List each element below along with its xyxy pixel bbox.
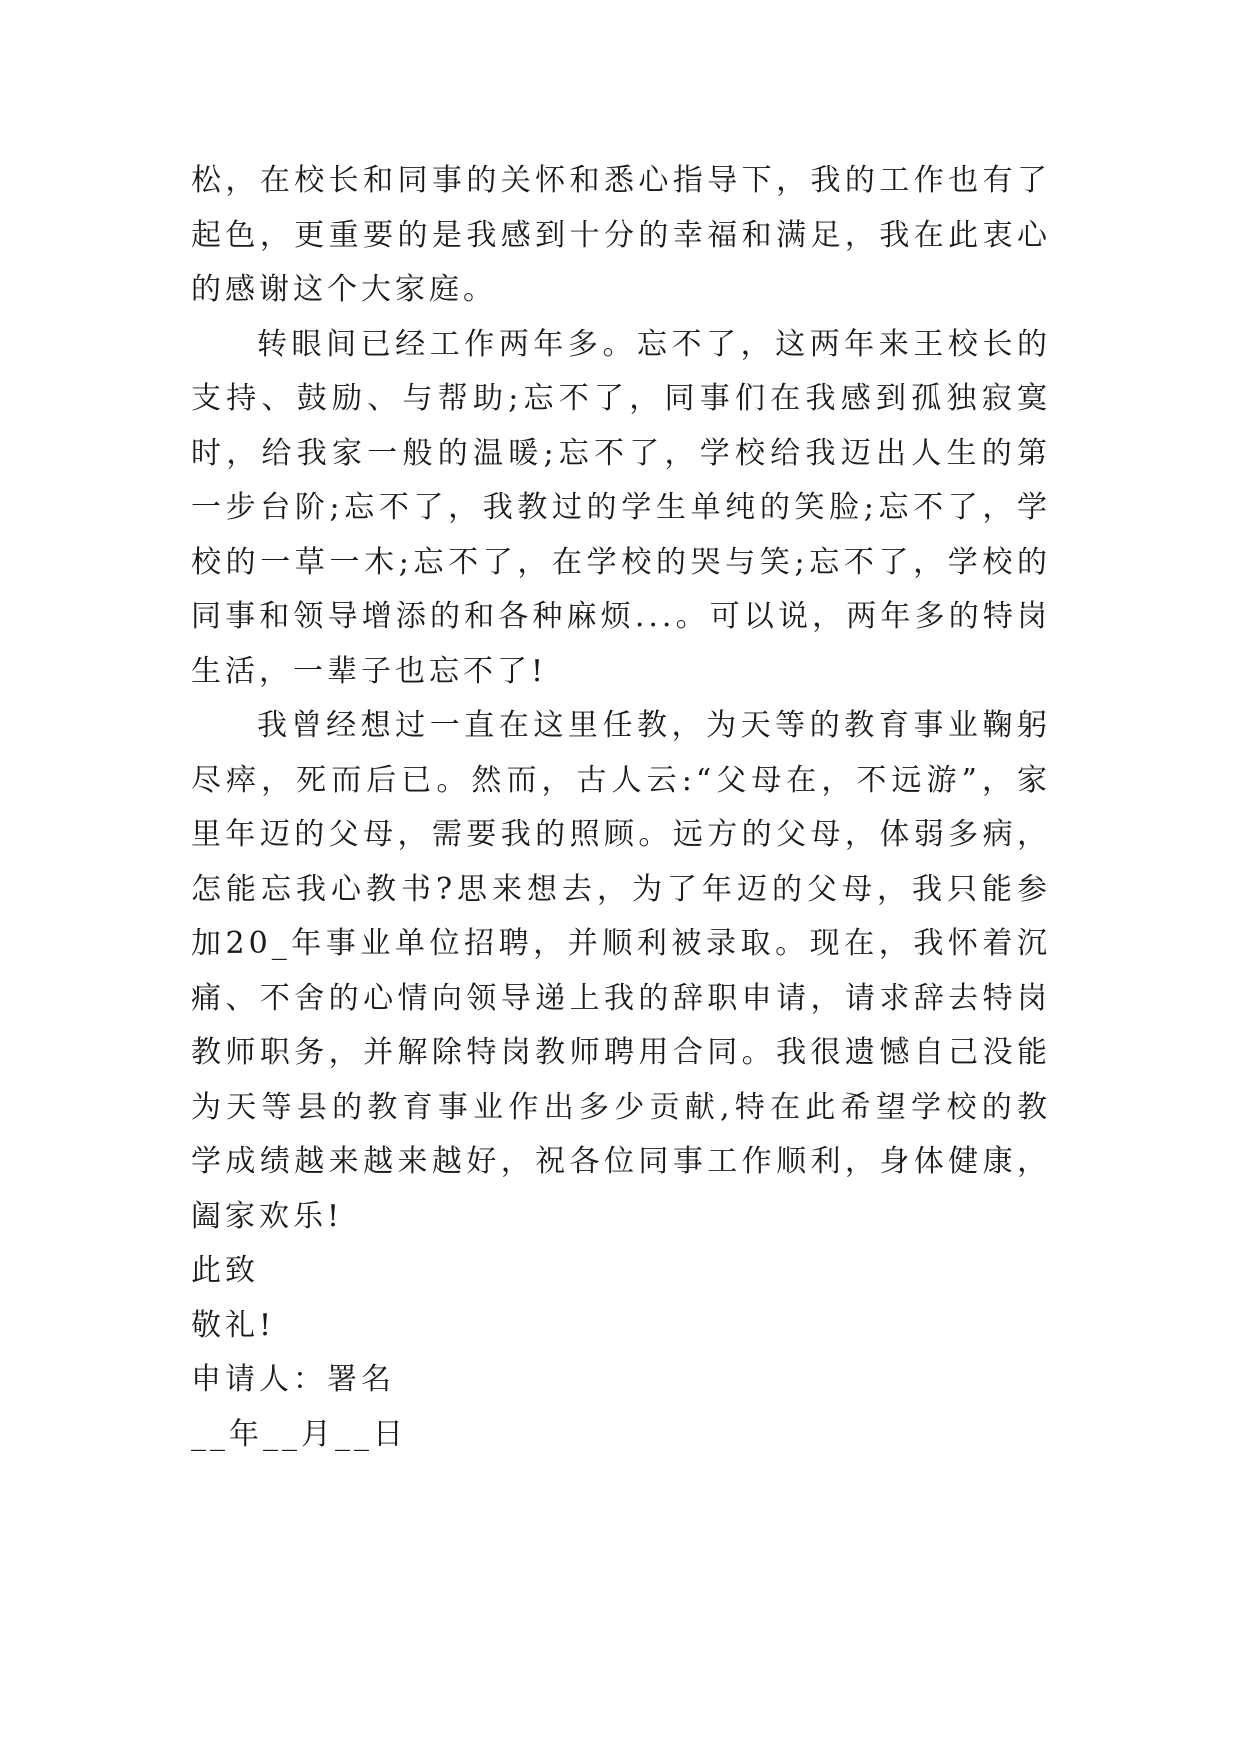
- signature-line: 申请人：署名: [191, 1362, 395, 1397]
- paragraph-memories: 转眼间已经工作两年多。忘不了，这两年来王校长的支持、鼓励、与帮助;忘不了，同事们在我感到孤独寂寞时，给我家一般的温暖;忘不了，学校给我迈出人生的第一步台阶;忘不了，我教过的学生单纯的笑脸;忘不了，学校的一草一木;忘不了，在学校的哭与笑;忘不了，学校的同事和领导增添的和各种麻烦...。可以说，两年多的特岗生活，一辈子也忘不了!: [191, 326, 1051, 689]
- letter-body: [191, 154, 1051, 1462]
- paragraph-continued: 松，在校长和同事的关怀和悉心指导下，我的工作也有了起色，更重要的是我感到十分的幸福和满足，我在此衷心的感谢这个大家庭。: [191, 163, 1051, 307]
- paragraph-resignation-reason: 我曾经想过一直在这里任教，为天等的教育事业鞠躬尽瘁，死而后已。然而，古人云:“父母在，不远游”，家里年迈的父母，需要我的照顾。远方的父母，体弱多病，怎能忘我心教书?思来想去，为了年迈的父母，我只能参加20_年事业单位招聘，并顺利被录取。现在，我怀着沉痛、不舍的心情向领导递上我的辞职申请，请求辞去特岗教师职务，并解除特岗教师聘用合同。我很遗憾自己没能为天等县的教育事业作出多少贡献,特在此希望学校的教学成绩越来越来越好，祝各位同事工作顺利，身体健康，阖家欢乐!: [191, 708, 1051, 1234]
- closing-cizhi: 此致: [191, 1253, 259, 1288]
- closing-jingli: 敬礼!: [191, 1307, 276, 1343]
- date-line: __年__月__日: [191, 1416, 407, 1452]
